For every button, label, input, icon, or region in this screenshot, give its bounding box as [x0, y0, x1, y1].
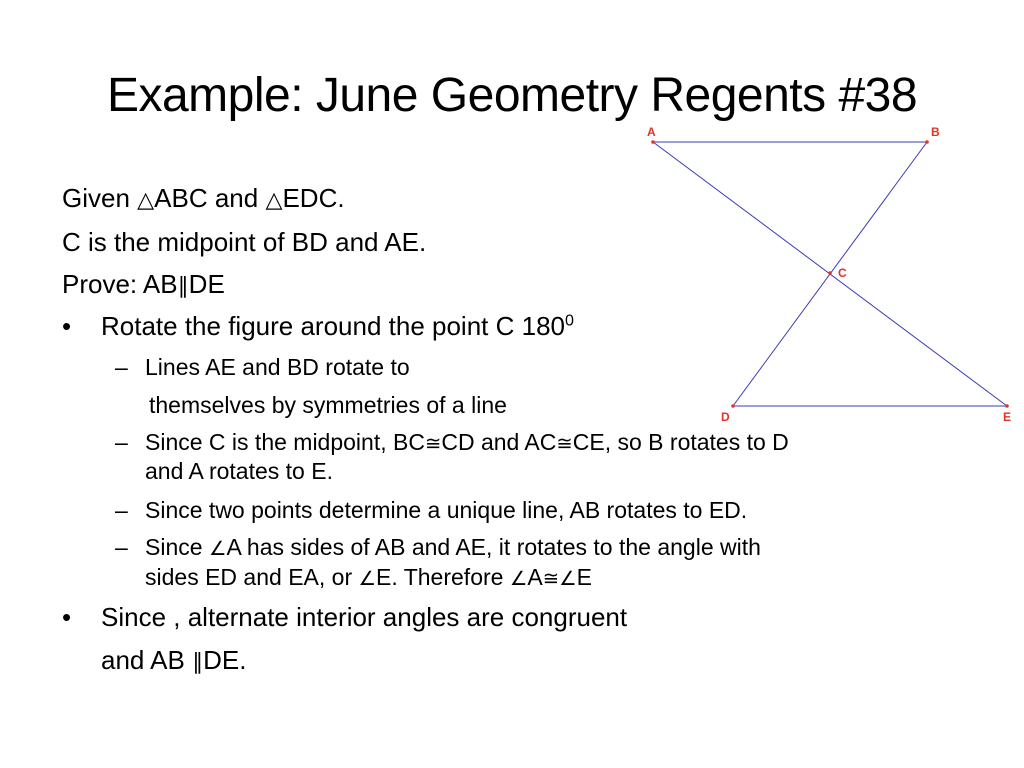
angle-icon: ∠	[509, 567, 528, 590]
sub-bullet-text: and A rotates to E.	[145, 458, 333, 484]
label-b: B	[931, 125, 940, 139]
triangle-icon: △	[137, 187, 155, 213]
bullet-conclusion: Since , alternate interior angles are congruent	[101, 602, 628, 632]
congruent-icon: ≅	[556, 432, 573, 455]
point-b	[925, 140, 929, 144]
bullet-marker: •	[62, 311, 72, 341]
bullet-conclusion: and AB ∥DE.	[101, 645, 247, 675]
congruent-icon: ≅	[542, 567, 560, 590]
bullet-marker: •	[62, 602, 72, 632]
point-a	[651, 140, 655, 144]
angle-icon: ∠	[559, 567, 577, 590]
label-d: D	[721, 410, 730, 424]
parallel-icon: ∥	[192, 649, 204, 675]
sub-bullet-text: Since C is the midpoint, BC≅CD and AC≅CE, so B rotates to D	[145, 429, 789, 455]
dash-marker: –	[115, 354, 128, 380]
angle-icon: ∠	[358, 567, 377, 590]
triangle-icon: △	[265, 187, 283, 213]
point-e	[1005, 404, 1009, 408]
parallel-icon: ∥	[177, 273, 189, 299]
point-c	[828, 271, 832, 275]
dash-marker: –	[115, 497, 128, 523]
label-c: C	[838, 266, 847, 280]
dash-marker: –	[115, 429, 128, 455]
congruent-icon: ≅	[424, 432, 442, 455]
given-line: Given △ABC and △EDC.	[62, 183, 345, 213]
sub-bullet-text: themselves by symmetries of a line	[149, 392, 507, 418]
sub-bullet-text: sides ED and EA, or ∠E. Therefore ∠A≅∠E	[145, 564, 592, 590]
sub-bullet-text: Lines AE and BD rotate to	[145, 354, 410, 380]
label-a: A	[647, 125, 656, 139]
midpoint-line: C is the midpoint of BD and AE.	[62, 227, 427, 257]
prove-line: Prove: AB∥DE	[62, 269, 225, 299]
angle-icon: ∠	[208, 537, 227, 560]
slide-title: Example: June Geometry Regents #38	[106, 69, 918, 122]
sub-bullet-text: Since two points determine a unique line, AB rotates to ED.	[145, 497, 748, 523]
geometry-diagram	[640, 118, 1024, 428]
bullet-rotate: Rotate the figure around the point C $180^0$	[101, 311, 574, 341]
dash-marker: –	[115, 534, 128, 560]
point-d	[731, 404, 735, 408]
label-e: E	[1003, 410, 1012, 424]
sub-bullet-text: Since ∠A has sides of AB and AE, it rotates to the angle with	[145, 534, 761, 560]
